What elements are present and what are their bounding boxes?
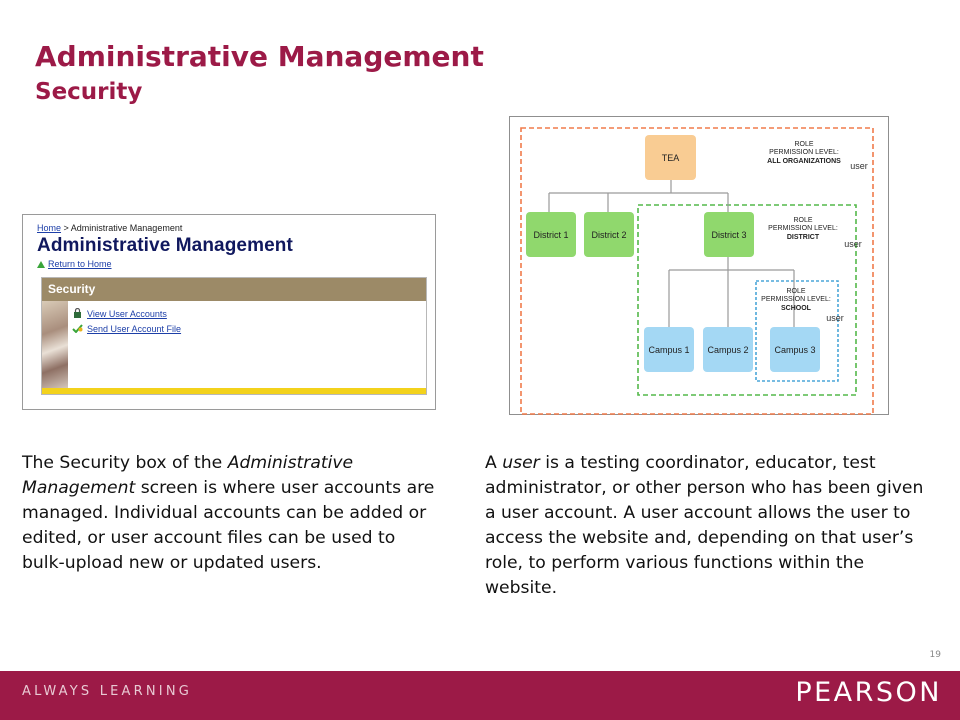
return-home-link[interactable]: Return to Home [48,259,112,269]
left-text-emphasis: Administrative Management [22,453,354,498]
role-school [761,288,831,312]
user-label-all: user [850,161,868,171]
slide-subtitle: Security [35,79,143,105]
lock-icon [72,308,83,318]
send-user-account-file-link[interactable]: Send User Account File [87,324,182,334]
page-number: 19 [929,650,941,660]
role-district-line-1: ROLE [793,217,813,224]
role-district [768,217,838,241]
role-all-organizations [767,141,841,165]
admin-management-screenshot [22,214,436,410]
role-all-line-2: PERMISSION LEVEL: [769,149,839,156]
decorative-image [42,301,68,388]
role-all-line-1: ROLE [794,141,814,148]
user-definition [485,451,930,601]
breadcrumb-home-link[interactable]: Home [37,223,62,233]
role-school-line-1: ROLE [786,288,806,295]
security-box-footer-bar [42,388,426,394]
security-box-header: Security [42,278,426,301]
return-home [37,259,112,269]
footer-tagline: ALWAYS LEARNING [22,684,193,699]
user-label-district: user [844,239,862,249]
node-campus-2-label: Campus 2 [707,345,749,355]
role-district-line-3: DISTRICT [786,234,820,241]
pearson-logo: PEARSON [795,677,942,708]
hierarchy-svg [510,117,890,416]
role-school-line-2: PERMISSION LEVEL: [761,296,831,303]
right-text-part-2: is a testing coordinator, educator, test administrator, or other person who has been given a user account. A user account allows the user to access the website and, depending on that user’s role, to perform various functions within the website. [485,453,924,598]
slide-title: Administrative Management [35,40,484,73]
view-user-accounts-link[interactable]: View User Accounts [87,309,167,319]
up-arrow-icon [37,261,45,268]
node-district-1-label: District 1 [533,230,569,240]
security-box-description [22,451,442,576]
send-file-icon [72,323,83,333]
left-text-part-1: The Security box of the [22,453,228,473]
user-label-school: user [826,313,844,323]
footer-bar [0,671,960,720]
all-organizations-scope [521,128,873,414]
breadcrumb [37,223,182,233]
role-district-line-2: PERMISSION LEVEL: [768,225,838,232]
role-hierarchy-diagram [509,116,889,415]
left-text-part-2: screen is where user accounts are managed. Individual accounts can be added or edited, or user account files can be used to bulk-upload new or updated users. [22,478,435,573]
role-school-line-3: SCHOOL [781,305,811,312]
breadcrumb-current: > Administrative Management [61,223,183,233]
screenshot-page-title: Administrative Management [37,235,293,256]
node-campus-3-label: Campus 3 [774,345,816,355]
node-campus-1-label: Campus 1 [648,345,690,355]
send-user-account-file-item [72,323,181,334]
node-district-3-label: District 3 [711,230,747,240]
node-district-2-label: District 2 [591,230,627,240]
right-text-emphasis: user [502,453,540,473]
security-box [41,277,427,395]
node-tea-label: TEA [661,153,680,163]
right-text-part-1: A [485,453,503,473]
view-user-accounts-item [72,308,167,319]
role-all-line-3: ALL ORGANIZATIONS [767,158,841,165]
